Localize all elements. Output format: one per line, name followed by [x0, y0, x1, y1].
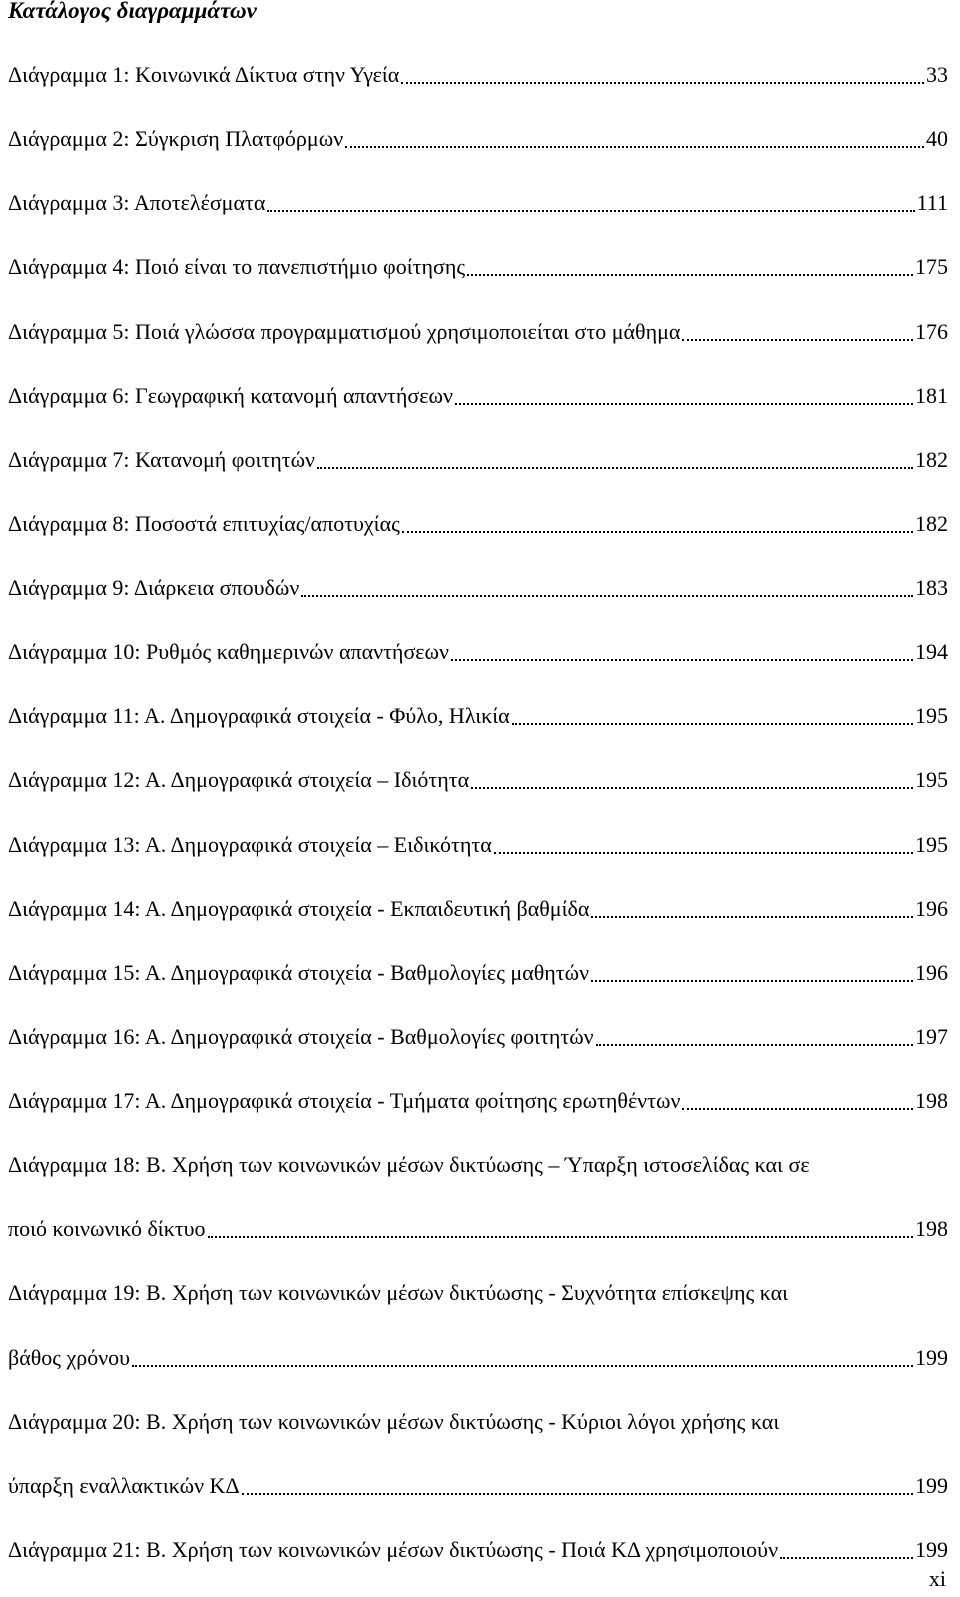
toc-entry[interactable] — [8, 124, 948, 154]
entry-page-number: 199 — [915, 1537, 948, 1562]
dot-leader — [591, 979, 913, 982]
dot-leader — [682, 1107, 913, 1110]
entry-text: Διάγραμμα 21: Β. Χρήση των κοινωνικών μέσων δικτύωσης - Ποιά ΚΔ χρησιμοποιούν — [8, 1537, 779, 1562]
dot-leader — [467, 273, 913, 276]
toc-entry[interactable] — [8, 958, 948, 988]
dot-leader — [591, 915, 913, 918]
toc-entry[interactable] — [8, 765, 948, 795]
entry-page-number: 194 — [915, 639, 948, 664]
entry-text: Διάγραμμα 3: Αποτελέσματα — [8, 190, 266, 215]
entry-page-number: 176 — [915, 319, 948, 344]
toc-entry[interactable] — [8, 830, 948, 860]
dot-leader — [242, 1492, 913, 1495]
entry-page-number: 40 — [926, 126, 948, 151]
dot-leader — [317, 466, 913, 469]
entry-page-number: 198 — [915, 1216, 948, 1241]
toc-entry[interactable] — [8, 701, 948, 731]
toc-entry[interactable] — [8, 894, 948, 924]
entry-page-number: 198 — [915, 1088, 948, 1113]
entry-page-number: 197 — [915, 1024, 948, 1049]
entry-text: ποιό κοινωνικό δίκτυο — [8, 1216, 206, 1241]
entry-page-number: 196 — [915, 896, 948, 921]
dot-leader — [455, 402, 913, 405]
toc-entry[interactable] — [8, 252, 948, 282]
entry-text: Διάγραμμα 16: Α. Δημογραφικά στοιχεία - Βαθμολογίες φοιτητών — [8, 1024, 594, 1049]
entry-page-number: 33 — [926, 62, 948, 87]
entry-page-number: 196 — [915, 960, 948, 985]
dot-leader — [301, 594, 913, 597]
entry-text: Διάγραμμα 7: Κατανομή φοιτητών — [8, 447, 315, 472]
toc-entry[interactable] — [8, 381, 948, 411]
toc-entry[interactable] — [8, 1086, 948, 1116]
toc-entry[interactable] — [8, 1471, 948, 1501]
toc-entry[interactable] — [8, 317, 948, 347]
entry-text: Διάγραμμα 14: Α. Δημογραφικά στοιχεία - Εκπαιδευτική βαθμίδα — [8, 896, 590, 921]
entry-page-number: 183 — [915, 575, 948, 600]
entry-page-number: 175 — [915, 254, 948, 279]
entry-page-number: 195 — [915, 767, 948, 792]
toc-entry[interactable] — [8, 445, 948, 475]
dot-leader — [208, 1235, 913, 1238]
entry-text: Διάγραμμα 4: Ποιό είναι το πανεπιστήμιο φοίτησης — [8, 254, 466, 279]
entry-page-number: 111 — [916, 190, 948, 215]
entry-text: Διάγραμμα 13: Α. Δημογραφικά στοιχεία – Ειδικότητα — [8, 832, 492, 857]
entry-page-number: 195 — [915, 832, 948, 857]
dot-leader — [267, 209, 914, 212]
entry-text: Διάγραμμα 5: Ποιά γλώσσα προγραμματισμού χρησιμοποιείται στο μάθημα — [8, 319, 681, 344]
entry-text: Διάγραμμα 2: Σύγκριση Πλατφόρμων — [8, 126, 344, 151]
entry-text: Διάγραμμα 1: Κοινωνικά Δίκτυα στην Υγεία — [8, 62, 400, 87]
dot-leader — [471, 786, 913, 789]
entry-text: Διάγραμμα 17: Α. Δημογραφικά στοιχεία - Τμήματα φοίτησης ερωτηθέντων — [8, 1088, 681, 1113]
page-title: Κατάλογος διαγραμμάτων — [8, 0, 257, 23]
entry-page-number: 199 — [915, 1345, 948, 1370]
toc-entry[interactable] — [8, 60, 948, 90]
entry-text: Διάγραμμα 11: Α. Δημογραφικά στοιχεία - Φύλο, Ηλικία — [8, 703, 510, 728]
entry-page-number: 182 — [915, 511, 948, 536]
dot-leader — [451, 658, 913, 661]
toc-entry[interactable] — [8, 1535, 948, 1565]
entry-page-number: 181 — [915, 383, 948, 408]
dot-leader — [682, 338, 913, 341]
dot-leader — [401, 81, 924, 84]
entry-text: Διάγραμμα 15: Α. Δημογραφικά στοιχεία - Βαθμολογίες μαθητών — [8, 960, 590, 985]
entry-text: Διάγραμμα 8: Ποσοστά επιτυχίας/αποτυχίας — [8, 511, 400, 536]
entry-text: Διάγραμμα 10: Ρυθμός καθημερινών απαντήσεων — [8, 639, 449, 664]
dot-leader — [345, 145, 924, 148]
entry-text: βάθος χρόνου — [8, 1345, 131, 1370]
toc-entry[interactable] — [8, 1214, 948, 1244]
entry-text: ύπαρξη εναλλακτικών ΚΔ — [8, 1473, 240, 1498]
dot-leader — [780, 1556, 913, 1559]
toc-entry[interactable] — [8, 1343, 948, 1373]
entry-page-number: 199 — [915, 1473, 948, 1498]
dot-leader — [402, 530, 913, 533]
entry-text: Διάγραμμα 9: Διάρκεια σπουδών — [8, 575, 300, 600]
toc-entry[interactable] — [8, 637, 948, 667]
entry-text: Διάγραμμα 6: Γεωγραφική κατανομή απαντήσεων — [8, 383, 453, 408]
toc-entry-first-line[interactable]: Διάγραμμα 18: Β. Χρήση των κοινωνικών μέσων δικτύωσης – Ύπαρξη ιστοσελίδας και σε — [8, 1152, 810, 1177]
toc-entry[interactable] — [8, 509, 948, 539]
toc-entry-first-line[interactable]: Διάγραμμα 19: Β. Χρήση των κοινωνικών μέσων δικτύωσης - Συχνότητα επίσκεψης και — [8, 1280, 789, 1305]
toc-entry[interactable] — [8, 1022, 948, 1052]
toc-entry[interactable] — [8, 573, 948, 603]
dot-leader — [132, 1364, 913, 1367]
dot-leader — [596, 1043, 913, 1046]
entry-page-number: 182 — [915, 447, 948, 472]
toc-entry[interactable] — [8, 188, 948, 218]
entry-page-number: 195 — [915, 703, 948, 728]
dot-leader — [494, 851, 913, 854]
dot-leader — [512, 722, 913, 725]
page-number-footer: xi — [928, 1566, 946, 1591]
entry-text: Διάγραμμα 12: Α. Δημογραφικά στοιχεία – Ιδιότητα — [8, 767, 470, 792]
toc-entry-first-line[interactable]: Διάγραμμα 20: Β. Χρήση των κοινωνικών μέσων δικτύωσης - Κύριοι λόγοι χρήσης και — [8, 1409, 780, 1434]
